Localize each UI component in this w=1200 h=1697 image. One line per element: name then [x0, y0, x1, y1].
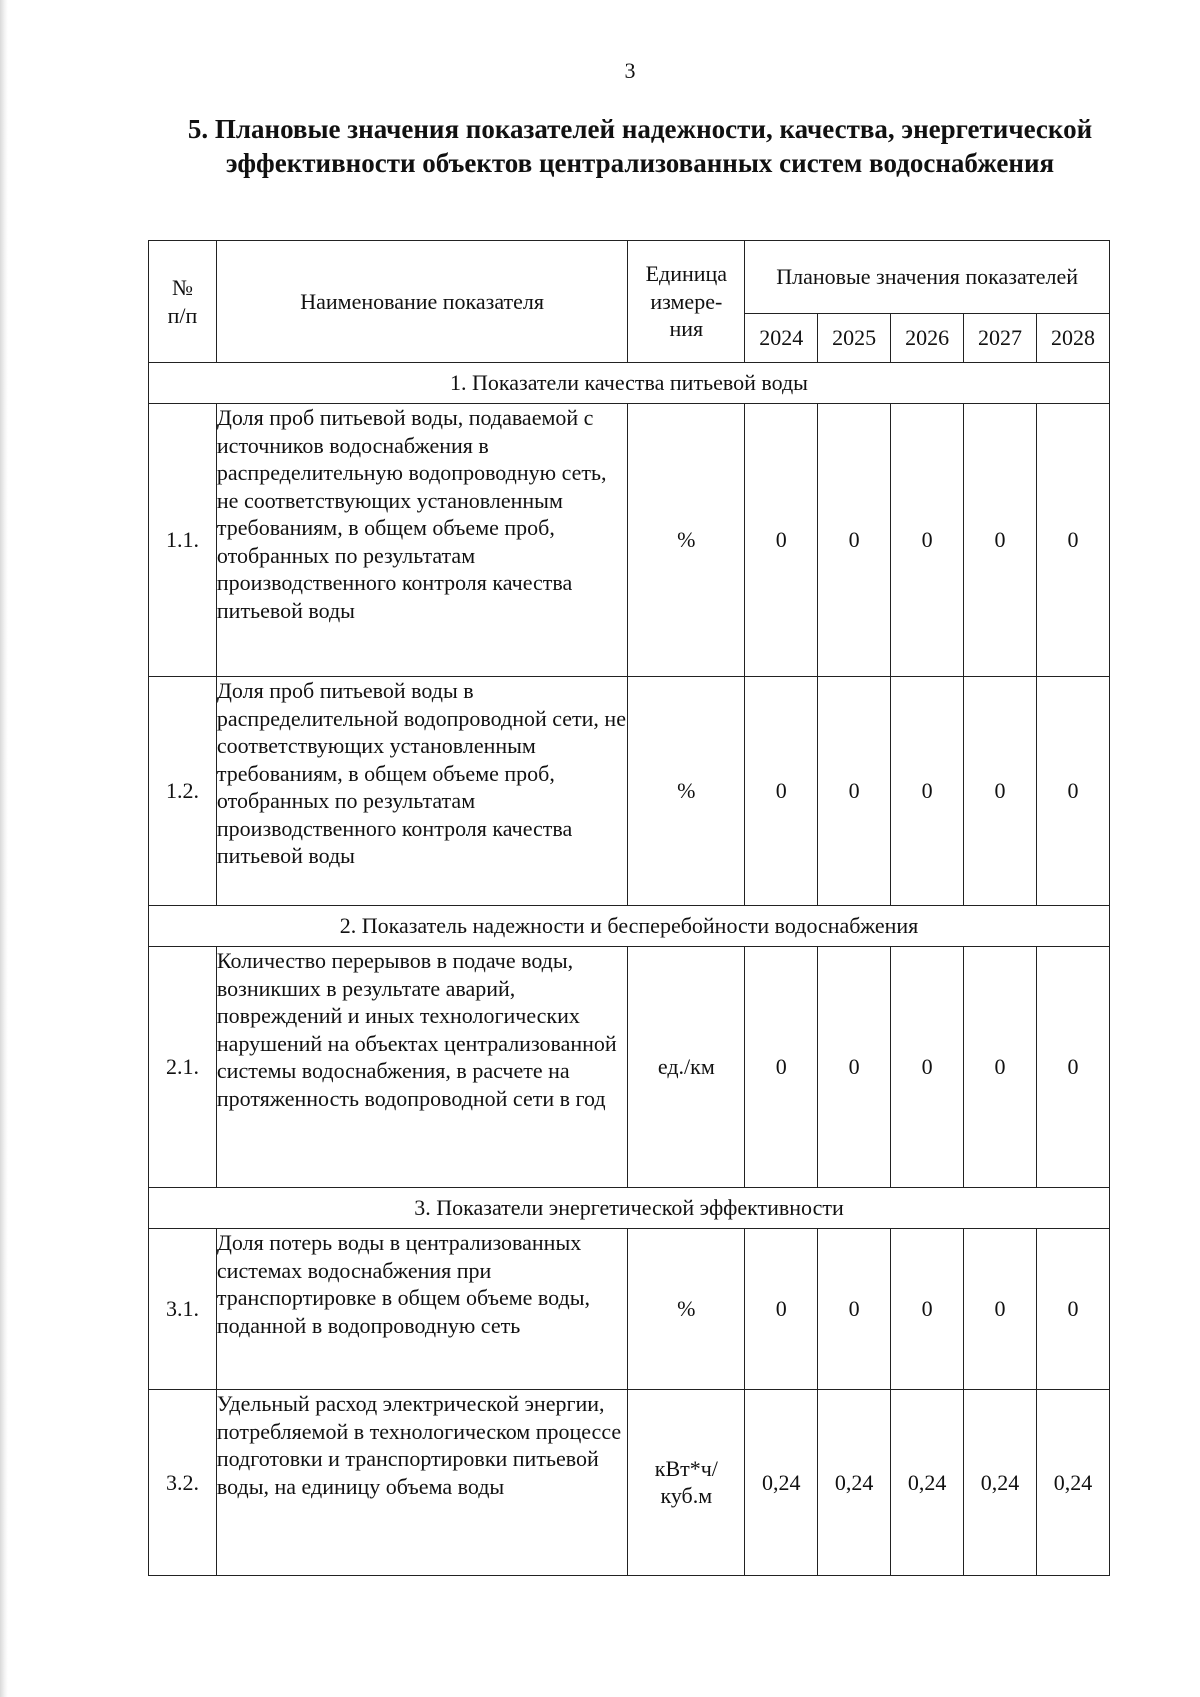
unit-text: кВт*ч/ куб.м: [654, 1456, 718, 1509]
value-cell: 0: [818, 677, 891, 906]
value-cell: 0: [745, 1229, 818, 1390]
header-year: 2028: [1036, 314, 1109, 363]
page-number: 3: [624, 58, 636, 83]
section-heading: [140, 112, 1140, 180]
value-cell: 0: [1036, 1229, 1109, 1390]
value-cell: 0,24: [818, 1390, 891, 1576]
value-cell: 0: [1036, 404, 1109, 677]
header-indicator-name: Наименование показателя: [216, 241, 627, 363]
row-number: 3.1.: [149, 1229, 217, 1390]
value-cell: 0: [964, 947, 1037, 1188]
header-number: [149, 241, 217, 363]
indicator-name: Доля проб питьевой воды в распределительной водопроводной сети, не соответствующих установленным требованиям, в общем объеме проб, отобранных по результатам производственного контроля качества питьевой воды: [216, 677, 627, 906]
unit-cell: %: [628, 677, 745, 906]
value-cell: 0: [891, 404, 964, 677]
value-cell: 0: [818, 1229, 891, 1390]
value-cell: 0: [818, 947, 891, 1188]
section-heading-line-2: эффективности объектов централизованных систем водоснабжения: [225, 148, 1055, 178]
table-row: [149, 947, 1110, 1188]
section-title: 2. Показатель надежности и бесперебойности водоснабжения: [149, 906, 1110, 947]
indicators-table: [148, 240, 1110, 1576]
header-year: 2024: [745, 314, 818, 363]
scan-edge: [0, 0, 8, 1697]
unit-cell: ед./км: [628, 947, 745, 1188]
value-cell: 0: [818, 404, 891, 677]
header-planned-values: Плановые значения показателей: [745, 241, 1110, 314]
value-cell: 0: [891, 677, 964, 906]
header-number-abbr: п/п: [167, 302, 198, 328]
unit-cell: %: [628, 404, 745, 677]
header-number-symbol: №: [171, 275, 193, 300]
value-cell: 0: [891, 1229, 964, 1390]
row-number: 1.1.: [149, 404, 217, 677]
table-row: [149, 677, 1110, 906]
section-title: 1. Показатели качества питьевой воды: [149, 363, 1110, 404]
header-unit-line-3: ния: [669, 316, 704, 342]
header-year: 2026: [891, 314, 964, 363]
value-cell: 0: [964, 1229, 1037, 1390]
indicator-name: Удельный расход электрической энергии, потребляемой в технологическом процессе подготовки и транспортировки питьевой воды, на единицу объема воды: [216, 1390, 627, 1576]
indicator-name: Количество перерывов в подаче воды, возникших в результате аварий, повреждений и иных технологических нарушений на объектах централизованной системы водоснабжения, в расчете на протяженность водопроводной сети в год: [216, 947, 627, 1188]
row-number: 2.1.: [149, 947, 217, 1188]
table-row: [149, 404, 1110, 677]
value-cell: 0: [1036, 947, 1109, 1188]
table-row: [149, 1229, 1110, 1390]
value-cell: 0,24: [1036, 1390, 1109, 1576]
value-cell: 0: [964, 677, 1037, 906]
table-row: [149, 1390, 1110, 1576]
header-year: 2027: [964, 314, 1037, 363]
value-cell: 0,24: [964, 1390, 1037, 1576]
indicator-name: Доля проб питьевой воды, подаваемой с источников водоснабжения в распределительную водопроводную сеть, не соответствующих установленным требованиям, в общем объеме проб, отобранных по результатам производственного контроля качества питьевой воды: [216, 404, 627, 677]
value-cell: 0: [891, 947, 964, 1188]
value-cell: 0: [745, 947, 818, 1188]
header-row: [149, 241, 1110, 314]
header-unit-line-1: Единица: [645, 261, 728, 287]
row-number: 3.2.: [149, 1390, 217, 1576]
section-title: 3. Показатели энергетической эффективности: [149, 1188, 1110, 1229]
unit-cell: %: [628, 1229, 745, 1390]
header-year: 2025: [818, 314, 891, 363]
row-number: 1.2.: [149, 677, 217, 906]
value-cell: 0: [745, 404, 818, 677]
value-cell: 0: [745, 677, 818, 906]
section-row: [149, 1188, 1110, 1229]
indicator-name: Доля потерь воды в централизованных системах водоснабжения при транспортировке в общем объеме воды, поданной в водопроводную сеть: [216, 1229, 627, 1390]
section-heading-line-1: 5. Плановые значения показателей надежности, качества, энергетической: [187, 114, 1093, 144]
value-cell: 0: [1036, 677, 1109, 906]
header-unit-line-2: измере-: [650, 288, 723, 314]
section-row: [149, 906, 1110, 947]
value-cell: 0,24: [745, 1390, 818, 1576]
header-unit: [628, 241, 745, 363]
section-row: [149, 363, 1110, 404]
unit-cell: [628, 1390, 745, 1576]
value-cell: 0,24: [891, 1390, 964, 1576]
value-cell: 0: [964, 404, 1037, 677]
